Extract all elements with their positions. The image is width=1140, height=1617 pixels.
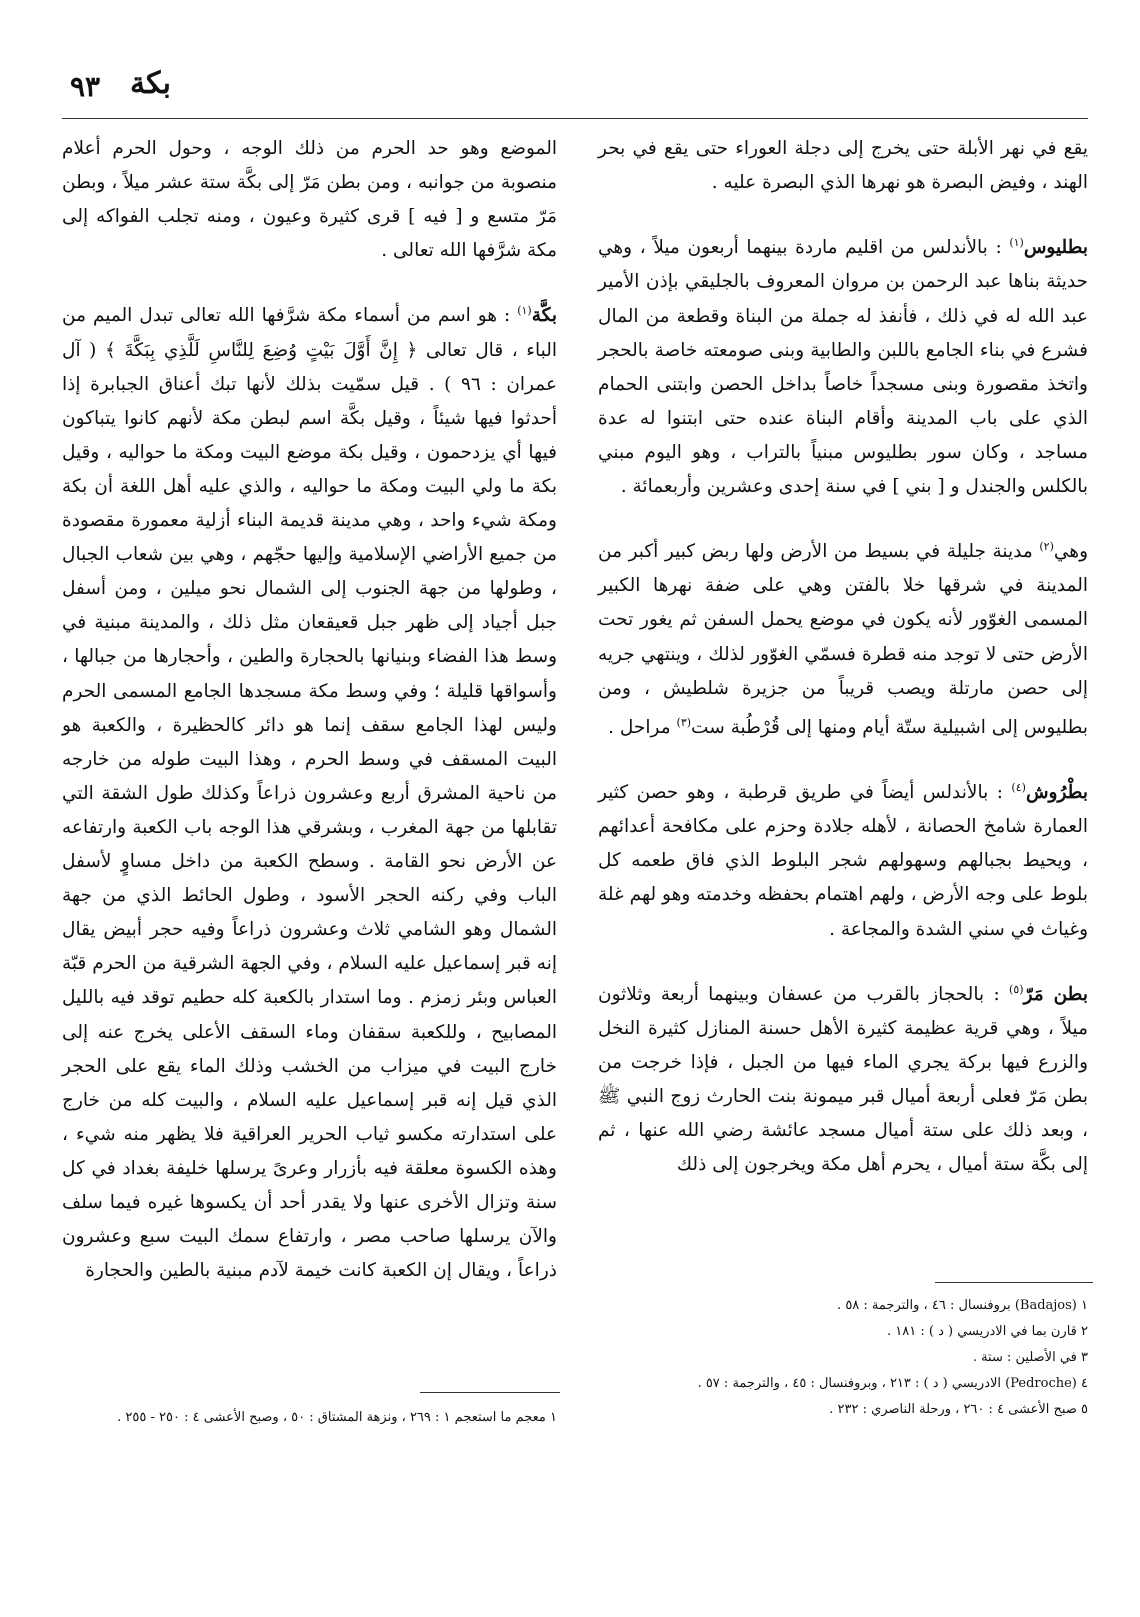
page-header bbox=[0, 60, 1140, 120]
paragraph-basra bbox=[598, 132, 1088, 200]
entry-text: : هو اسم من أسماء مكة شرَّفها الله تعالى تبدل الميم من الباء ، قال تعالى ﴿ إِنَّ أَوَّلَ بَيْتٍ وُضِعَ لِلنَّاسِ لَلَّذِي بِبَكَّةَ ﴾ ( آل عمران : ٩٦ ) . قيل سمّيت بذلك لأنها تبك أعناق الجبابرة إذا أحدثوا فيها شيئاً ، وقيل بكَّة اسم لبطن مكة لأنهم كانوا يتباكون فيها أي يزدحمون ، وقيل بكة موضع البيت ومكة ما حواليه ، وقيل بكة ما ولي البيت ومكة ما حواليه ، والذي عليه أهل اللغة أن بكة ومكة شيء واحد ، وهي مدينة قديمة البناء أزلية معمورة مقصودة من جميع الأراضي الإسلامية وإليها حجّهم ، وهي بين شعاب الجبال ، وطولها من جهة الجنوب إلى الشمال نحو ميلين ، ومن أسفل جبل أجياد إلى ظهر جبل قعيقعان مثل ذلك ، والمدينة مبنية في وسط هذا الفضاء وبنيانها بالحجارة والطين ، وأحجارها من جبالها ، وأسواقها قليلة ؛ وفي وسط مكة مسجدها الجامع المسمى الحرم وليس لهذا الجامع سقف إنما هو دائر كالحظيرة ، والكعبة هو البيت المسقف في وسط الحرم ، وهذا البيت طوله من خارجه من ناحية المشرق أربع وعشرون ذراعاً وكذلك طول الشقة التي تقابلها من جهة المغرب ، وبشرقي هذا الوجه باب الكعبة وارتفاعه عن الأرض نحو القامة . وسطح الكعبة من داخل مساوٍ لأسفل الباب وفي ركنه الحجر الأسود ، وطول الحائط الذي من جهة الشمال وهو الشامي ثلاث وعشرون ذراعاً وفيه حجر أبيض يقال إنه قبر إسماعيل عليه السلام ، وفي الجهة الشرقية من الحرم قبّة العباس وبئر زمزم . وما استدار بالكعبة كله حطيم توقد فيه بالليل المصابيح ، وللكعبة سقفان وماء السقف الأعلى يخرج عنه إلى خارج البيت في ميزاب من الخشب وذلك الماء يقع على الحجر الذي قيل إنه قبر إسماعيل عليه السلام ، والبيت كله من خارج على استدارته مكسو ثياب الحرير العراقية فلا يظهر منه شيء ، وهذه الكسوة معلقة فيه بأزرار وعرىً يرسلها خليفة بغداد في كل سنة وتزال الأخرى عنها ولا يقدر أحد أن يكسوها غيره فيما سلف والآن يرسلها صاحب مصر ، وارتفاع سمك البيت سبع وعشرون ذراعاً ، ويقال إن الكعبة كانت خيمة لآدم مبنية بالطين والحجارة bbox=[62, 305, 557, 1282]
footnote-rule bbox=[420, 1392, 560, 1393]
entry-text: : بالأندلس أيضاً في طريق قرطبة ، وهو حصن كثير العمارة شامخ الحصانة ، لأهله جلادة وحزم على مكافحة أعدائهم ، ويحيط بجبالهم وسهولهم شجر البلوط الذي فاق طعمه كل بلوط على وجه الأرض ، ولهم اهتمام بحفظه وخدمته وهو لهم غلة وغياث في سني الشدة والمجاعة . bbox=[598, 782, 1088, 940]
paragraph-end: مراحل . bbox=[608, 716, 677, 738]
entry-text: : بالحجاز بالقرب من عسفان وبينهما أربعة وثلاثون ميلاً ، وهي قرية عظيمة كثيرة الأهل حسنة المنازل كثيرة النخل والزرع فيها بركة يجري الماء فيها من الجبل ، فإذا خرجت من بطن مَرّ فعلى أربعة أميال قبر ميمونة بنت الحارث زوج النبي ﷺ ، وبعد ذلك على ستة أميال مسجد عائشة رضي الله عنها ، ثم إلى بكَّة ستة أميال ، يحرم أهل مكة ويخرجون إلى ذلك bbox=[598, 983, 1088, 1176]
entry-text: : بالأندلس من اقليم ماردة بينهما أربعون ميلاً ، وهي حديثة بناها عبد الرحمن بن مروان المعروف بالجليقي بإذن الأمير عبد الله له في ذلك ، فأنفذ له جملة من البناة وقطعة من المال فشرع في بناء الجامع باللبن والطابية وبنى صومعته خاصة بالحجر واتخذ مقصورة وبنى مسجداً خاصاً بداخل الحصن وابتنى الحمام الذي على باب المدينة وأقام البناة عنده حتى ابتنوا له عدة مساجد ، وكان سور بطليوس مبنياً بالتراب ، وهو اليوم مبني بالكلس والجندل و [ بني ] في سنة إحدى وعشرين وأربعمائة . bbox=[598, 237, 1088, 497]
entry-headword: بكَّة bbox=[531, 305, 557, 327]
footnote-mark: (٣) bbox=[676, 715, 692, 729]
paragraph-continued bbox=[62, 132, 557, 268]
footnote: ٤ (Pedroche) الادريسي ( د ) : ٢١٣ ، وبروفنسال : ٤٥ ، والترجمة : ٥٧ . bbox=[697, 1376, 1088, 1391]
footnote: ٢ قارن بما في الادريسي ( د ) : ١٨١ . bbox=[887, 1324, 1088, 1339]
entry-badajoz bbox=[598, 226, 1088, 504]
footnotes-left bbox=[62, 1405, 557, 1431]
entry-headword: بطليوس bbox=[1023, 237, 1088, 259]
footnote-mark: (٢) bbox=[1039, 540, 1054, 554]
footnote: ٣ في الأصلين : ستة . bbox=[972, 1350, 1088, 1365]
header-rule bbox=[62, 118, 1088, 119]
footnote-rule bbox=[935, 1282, 1093, 1283]
paragraph-text: الموضع وهو حد الحرم من ذلك الوجه ، وحول الحرم أعلام منصوبة من جوانبه ، ومن بطن مَرّ إلى بكَّة ستة عشر ميلاً ، وبطن مَرّ متسع و [ فيه ] قرى كثيرة وعيون ، ومنه تجلب الفواكه إلى مكة شرَّفها الله تعالى . bbox=[62, 138, 557, 262]
right-column bbox=[598, 132, 1088, 1208]
left-column bbox=[62, 132, 557, 1314]
page-number: ٩٣ bbox=[70, 70, 101, 103]
entry-pedroche bbox=[598, 771, 1088, 947]
paragraph-text: يقع في نهر الأبلة حتى يخرج إلى دجلة العوراء حتى يقع في بحر الهند ، وفيض البصرة هو نهرها الذي البصرة عليه . bbox=[598, 138, 1088, 194]
footnote: ١ (Badajos) بروفنسال : ٤٦ ، والترجمة : ٥٨ . bbox=[837, 1298, 1088, 1313]
entry-headword: بطن مَرّ bbox=[1023, 983, 1088, 1005]
footnote: ٥ صبح الأعشى ٤ : ٢٦٠ ، ورحلة الناصري : ٢٣٢ . bbox=[829, 1402, 1088, 1417]
paragraph-badajoz-city bbox=[598, 530, 1088, 745]
footnote-mark: (٤) bbox=[1011, 780, 1026, 794]
paragraph-start: وهي bbox=[1053, 541, 1088, 563]
entry-headword: بطْرُوش bbox=[1025, 782, 1088, 804]
entry-bakka bbox=[62, 294, 557, 1288]
footnotes-right bbox=[598, 1293, 1088, 1423]
running-title: بكة bbox=[130, 66, 172, 101]
footnote-mark: (١) bbox=[1009, 236, 1024, 250]
paragraph-text: مدينة جليلة في بسيط من الأرض ولها ربض كبير أكبر من المدينة في شرقها خلا بالفتن وهي على ضفة نهرها الكبير المسمى الغوّور لأنه يكون في موضع يحمل السفن ثم يغور تحت الأرض حتى لا توجد منه قطرة فسمّي الغوّور لذلك ، وينتهي جريه إلى حصن مارتلة ويصب قريباً من جزيرة شلطيش ، ومن بطليوس إلى اشبيلية ستّة أيام ومنها إلى قُرْطُبة ست bbox=[598, 541, 1088, 738]
footnote: ١ معجم ما استعجم ١ : ٢٦٩ ، ونزهة المشتاق : ٥٠ ، وصبح الأعشى ٤ : ٢٥٠ - ٢٥٥ . bbox=[117, 1410, 557, 1425]
footnote-mark: (٥) bbox=[1009, 982, 1024, 996]
footnote-mark: (١) bbox=[517, 304, 532, 318]
entry-batn-marr bbox=[598, 973, 1088, 1183]
